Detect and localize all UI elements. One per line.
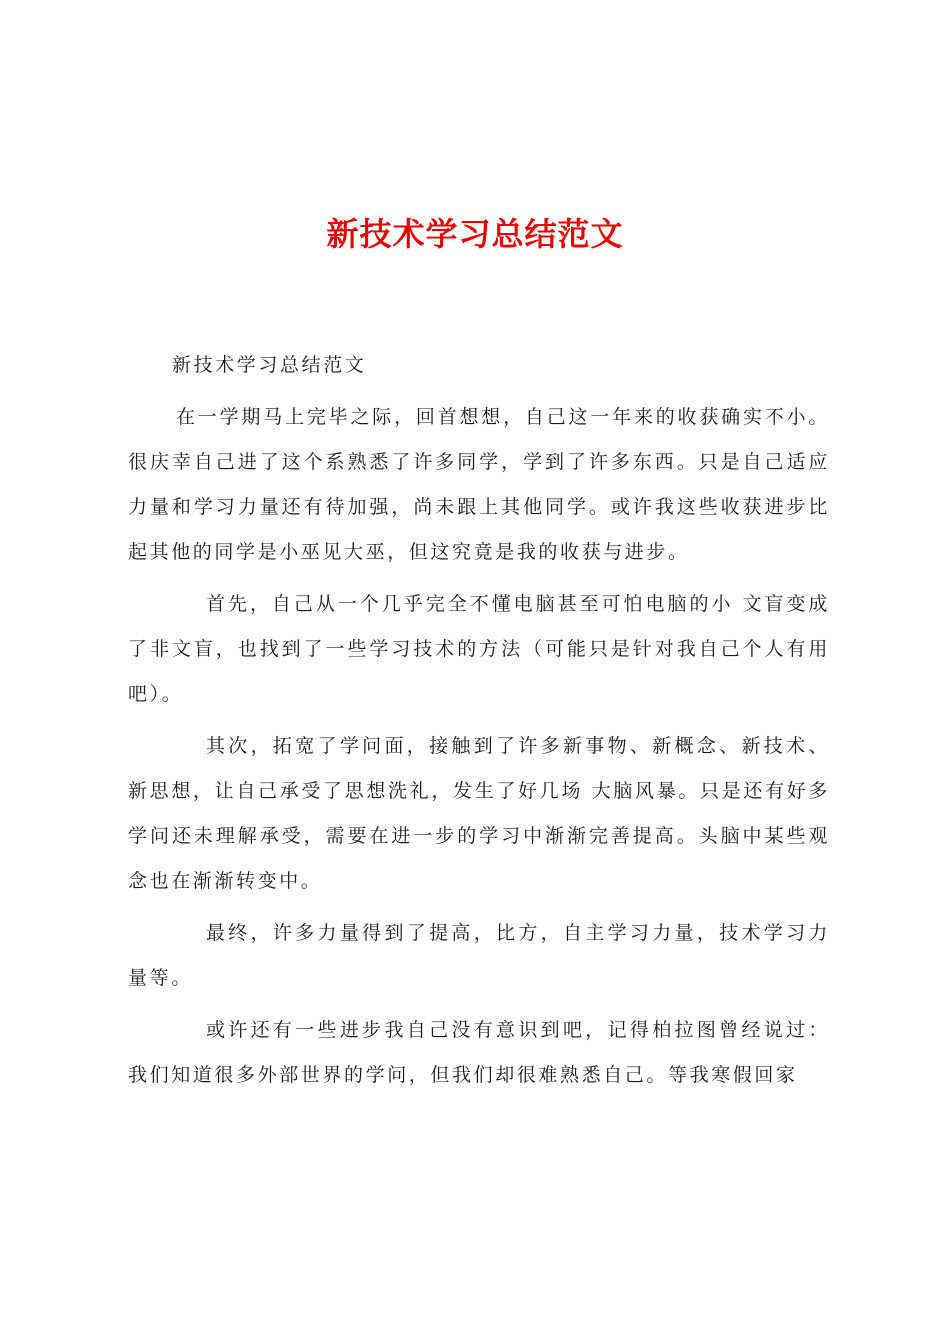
- paragraph-4: 最终，许多力量得到了提高，比方，自主学习力量，技术学习力量等。: [128, 922, 830, 989]
- paragraph-2: 首先，自己从一个几乎完全不懂电脑甚至可怕电脑的小 文盲变成了非文盲，也找到了一些学习技术的方法（可能只是针对我自己个人有用吧）。: [128, 593, 830, 705]
- paragraph-1: 在一学期马上完毕之际，回首想想，自己这一年来的收获确实不小。很庆幸自己进了这个系熟悉了许多同学，学到了许多东西。只是自己适应力量和学习力量还有待加强，尚未跟上其他同学。或许我这些收获进步比起其他的同学是小巫见大巫，但这究竟是我的收获与进步。: [128, 406, 830, 563]
- document-body: [128, 343, 830, 1105]
- document-title: 新技术学习总结范文: [326, 215, 624, 253]
- document-subtitle: 新技术学习总结范文: [172, 354, 367, 376]
- paragraph-5: 或许还有一些进步我自己没有意识到吧，记得柏拉图曾经说过：我们知道很多外部世界的学问，但我们却很难熟悉自己。等我寒假回家: [128, 1019, 830, 1086]
- paragraph-3: 其次，拓宽了学问面，接触到了许多新事物、新概念、新技术、新思想，让自己承受了思想洗礼，发生了好几场 大脑风暴。只是还有好多学问还未理解承受，需要在进一步的学习中渐渐完善提高。头脑中某些观念也在渐渐转变中。: [128, 735, 830, 892]
